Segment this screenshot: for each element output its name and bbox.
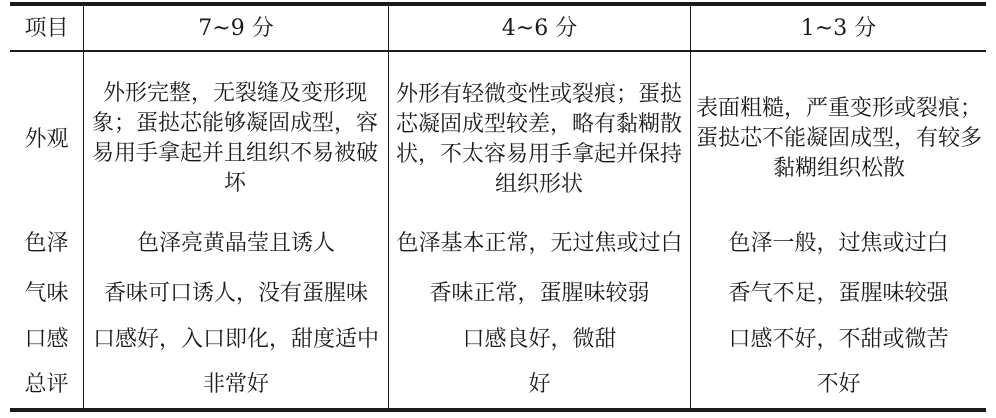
row-label-overall: 总评: [24, 372, 69, 397]
overall-high: 非常好: [202, 372, 269, 397]
appearance-low: 表面粗糙，严重变形或裂痕；蛋挞芯不能凝固成型，有较多黏糊组织松散: [695, 96, 982, 181]
appearance-high: 外形完整，无裂缝及变形现象；蛋挞芯能够凝固成型，容易用手拿起并且组织不易被破坏: [91, 81, 378, 196]
top-rule: [10, 2, 986, 6]
overall-low: 不好: [816, 372, 861, 397]
taste-mid: 口感良好，微甜: [462, 327, 617, 352]
header-score-low: 1~3 分: [800, 16, 877, 41]
row-label-smell: 气味: [24, 281, 69, 306]
header-score-mid: 4~6 分: [501, 16, 578, 41]
taste-high: 口感好，入口即化，甜度适中: [92, 327, 379, 352]
smell-mid: 香味正常，蛋腥味较弱: [429, 281, 650, 306]
header-item: 项目: [24, 16, 69, 41]
color-low: 色泽一般，过焦或过白: [728, 231, 949, 256]
appearance-mid: 外形有轻微变性或裂痕；蛋挞芯凝固成型较差，略有黏糊散状，不太容易用手拿起并保持组织形状: [395, 82, 682, 197]
color-mid: 色泽基本正常，无过焦或过白: [396, 231, 683, 256]
smell-low: 香气不足，蛋腥味较强: [728, 281, 949, 306]
header-score-high: 7~9 分: [198, 16, 274, 41]
bottom-rule: [10, 408, 986, 412]
smell-high: 香味可口诱人，没有蛋腥味: [103, 281, 368, 306]
overall-mid: 好: [528, 372, 551, 397]
taste-low: 口感不好，不甜或微苦: [728, 327, 949, 352]
row-label-color: 色泽: [24, 231, 69, 256]
color-high: 色泽亮黄晶莹且诱人: [136, 231, 335, 256]
row-label-taste: 口感: [24, 327, 69, 352]
header-rule: [10, 50, 986, 52]
row-label-appearance: 外观: [24, 127, 69, 152]
